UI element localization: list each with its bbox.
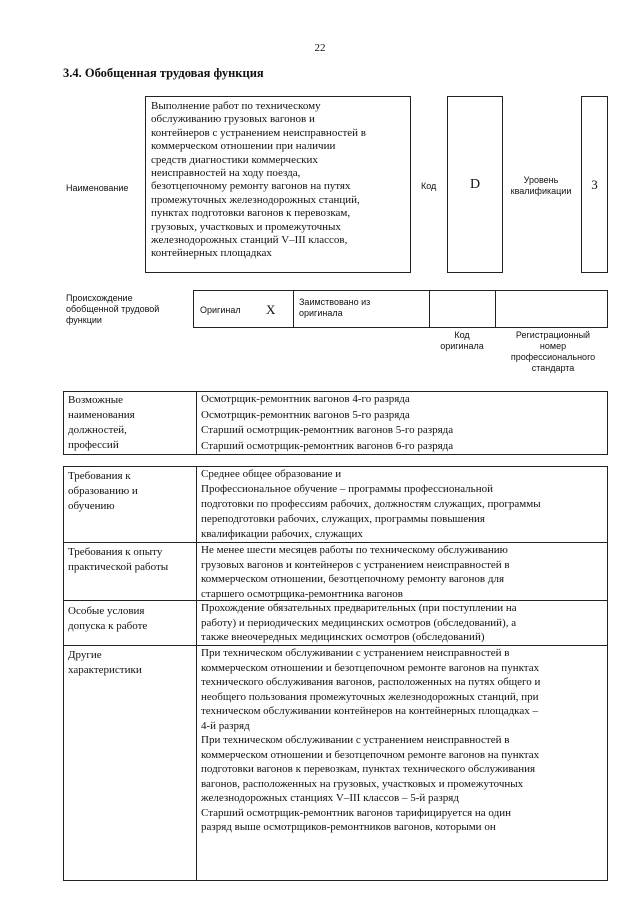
position-item: Старший осмотрщик-ремонтник вагонов 5-го разряда xyxy=(201,424,454,436)
other-characteristics-label: Другие характеристики xyxy=(68,649,142,676)
position-item: Старший осмотрщик-ремонтник вагонов 6-го разряда xyxy=(201,439,454,452)
admission-conditions-label: Особые условия допуска к работе xyxy=(68,605,148,632)
position-item: Осмотрщик-ремонтник вагонов 5-го разряда xyxy=(201,408,410,421)
level-value: 3 xyxy=(591,177,598,192)
admission-conditions-value: Прохождение обязательных предварительных (при поступлении на работу) и периодических медицинских осмотров (обследований), а также внеочередных медицинских осмотров (обследований) xyxy=(201,602,517,643)
education-requirements-value: Среднее общее образование и Профессиональное обучение – программы профессиональной подготовки по профессиям рабочих, должностям служащих, программы переподготовки рабочих, служащих, программы повышения квалификации рабочих, служащих xyxy=(201,468,541,540)
code-label: Код xyxy=(421,181,437,191)
code-original-caption: Код оригинала xyxy=(440,330,484,351)
name-value-cell xyxy=(145,96,411,273)
other-characteristics-value: При техническом обслуживании с устранением неисправностей в коммерческом отношении и безотцепочном ремонте вагонов на пунктах технического обслуживания вагонов, расположенных на путях общего и необщего пользования промежуточных железнодорожных станций, при техническом обслуживании контейнеров на контейнерных площадках – 4-й разряд При техническом обслуживании с устранением неисправностей в коммерческом отношении и безотцепочном ремонте вагонов на пунктах подготовки вагонов к перевозкам, пунктах технического обслуживания вагонов, расположенных на грузовых, участковых и промежуточных железнодорожных станциях V–III классов – 5-й разряд Старший осмотрщик-ремонтник вагонов тарифицируется на один разряд выше осмотрщиков-ремонтников вагонов, которыми он xyxy=(201,647,541,833)
origin-row xyxy=(193,290,608,328)
original-label: Оригинал xyxy=(200,305,241,315)
name-label: Наименование xyxy=(66,183,129,193)
name-value: Выполнение работ по техническому обслуживанию грузовых вагонов и контейнеров с устранением неисправностей в коммерческом отношении при наличии средств диагностики коммерческих неисправностей на ходу поезда, безотцепочному ремонту вагонов на путях промежуточных железнодорожных станций, пунктах подготовки вагонов к перевозкам, грузовых, участковых и промежуточных железнодорожных станций V–III классов, контейнерных площадках xyxy=(151,100,366,260)
experience-requirements-value: Не менее шести месяцев работы по техническому обслуживанию грузовых вагонов и контейнеров с устранением неисправностей в коммерческом отношении, безотцепочному ремонту вагонов для старшего осмотрщика-ремонтника вагонов xyxy=(201,544,510,600)
position-item: Осмотрщик-ремонтник вагонов 4-го разряда xyxy=(201,393,410,405)
section-title: 3.4. Обобщенная трудовая функция xyxy=(63,66,264,80)
education-requirements-label: Требования к образованию и обучению xyxy=(68,470,138,512)
page-number: 22 xyxy=(314,42,326,54)
origin-label: Происхождение обобщенной трудовой функции xyxy=(66,293,160,325)
borrowed-label: Заимствовано из оригинала xyxy=(299,297,371,318)
level-value-cell xyxy=(581,96,608,273)
positions-label: Возможные наименования должностей, профессий xyxy=(68,394,135,451)
code-value-cell xyxy=(447,96,503,273)
original-mark: X xyxy=(266,302,276,317)
experience-requirements-label: Требования к опыту практической работы xyxy=(68,546,169,573)
reg-number-caption: Регистрационный номер профессионального стандарта xyxy=(510,330,596,373)
level-label: Уровень квалификации xyxy=(510,175,572,196)
positions-list xyxy=(201,392,453,454)
code-value: D xyxy=(469,177,481,192)
